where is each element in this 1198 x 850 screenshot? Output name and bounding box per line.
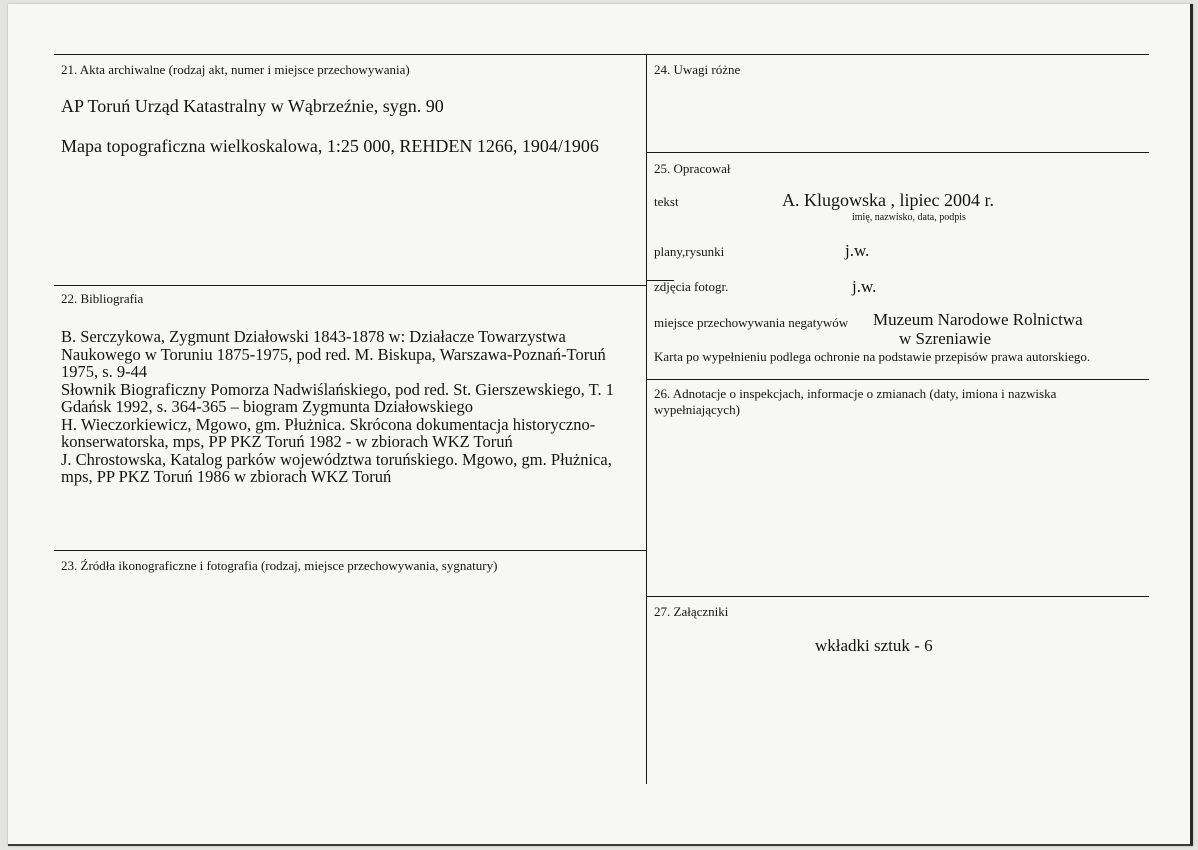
bibliography-list [61, 328, 651, 486]
bibliography-line: mps, PP PKZ Toruń 1986 w zbiorach WKZ Toruń [61, 467, 392, 486]
bibliography-line: Słownik Biograficzny Pomorza Nadwiślańskiego, pod red. St. Gierszewskiego, T. 1 [61, 379, 614, 399]
rule-22-23 [54, 550, 646, 551]
bibliography-line: konserwatorska, mps, PP PKZ Toruń 1982 - w zbiorach WKZ Toruń [61, 432, 513, 451]
section-27-value: wkładki sztuk - 6 [815, 636, 933, 655]
section-27-label: 27. Załączniki [654, 604, 729, 619]
copyright-note: Karta po wypełnieniu podlega ochronie na podstawie przepisów prawa autorskiego. [654, 349, 1091, 364]
section-25-label: 25. Opracował [654, 161, 731, 176]
section-22-label: 22. Bibliografia [61, 291, 144, 306]
section-26-label-line-2: wypełniających) [654, 402, 740, 417]
section-23-label: 23. Źródła ikonograficzne i fotografia (rodzaj, miejsce przechowywania, sygnatury) [61, 558, 498, 573]
section-26-label-line-1: 26. Adnotacje o inspekcjach, informacje o zmianach (daty, imiona i nazwiska [654, 386, 1057, 401]
bibliography-line: 1975, s. 9-44 [61, 362, 148, 381]
tekst-value: A. Klugowska , lipiec 2004 r. [782, 190, 994, 210]
bibliography-line: Naukowego w Toruniu 1875-1975, pod red. M. Biskupa, Warszawa-Poznań-Toruń [61, 344, 606, 364]
rule-top [54, 54, 1149, 55]
document-sheet [8, 4, 1193, 846]
bibliography-line: J. Chrostowska, Katalog parków województwa toruńskiego. Mgowo, gm. Płużnica, [61, 449, 612, 469]
rule-24-25 [646, 152, 1149, 153]
section-21-line-1: AP Toruń Urząd Katastralny w Wąbrzeźnie, sygn. 90 [61, 96, 444, 116]
rule-25-26 [646, 379, 1149, 380]
section-21-label: 21. Akta archiwalne (rodzaj akt, numer i miejsce przechowywania) [61, 62, 410, 77]
plany-label: plany,rysunki [654, 244, 725, 259]
zdjecia-value: j.w. [852, 277, 877, 296]
plany-value: j.w. [845, 241, 870, 260]
bibliography-line: Gdańsk 1992, s. 364-365 – biogram Zygmunta Działowskiego [61, 397, 473, 416]
negatywy-label: miejsce przechowywania negatywów [654, 315, 849, 330]
tekst-label: tekst [654, 194, 679, 209]
rule-26-27 [646, 596, 1149, 597]
zdjecia-label: zdjęcia fotogr. [654, 279, 729, 294]
rule-21-22 [54, 285, 646, 286]
bibliography-line: H. Wieczorkiewicz, Mgowo, gm. Płużnica. Skrócona dokumentacja historyczno- [61, 414, 596, 434]
section-21-line-2: Mapa topograficzna wielkoskalowa, 1:25 000, REHDEN 1266, 1904/1906 [61, 136, 599, 156]
section-24-label: 24. Uwagi różne [654, 62, 741, 77]
negatywy-value-line-2: w Szreniawie [899, 329, 992, 348]
negatywy-value-line-1: Muzeum Narodowe Rolnictwa [873, 310, 1083, 329]
bibliography-line: B. Serczykowa, Zygmunt Działowski 1843-1878 w: Działacze Towarzystwa [61, 327, 566, 346]
tekst-caption: imię, nazwisko, data, podpis [852, 212, 966, 223]
